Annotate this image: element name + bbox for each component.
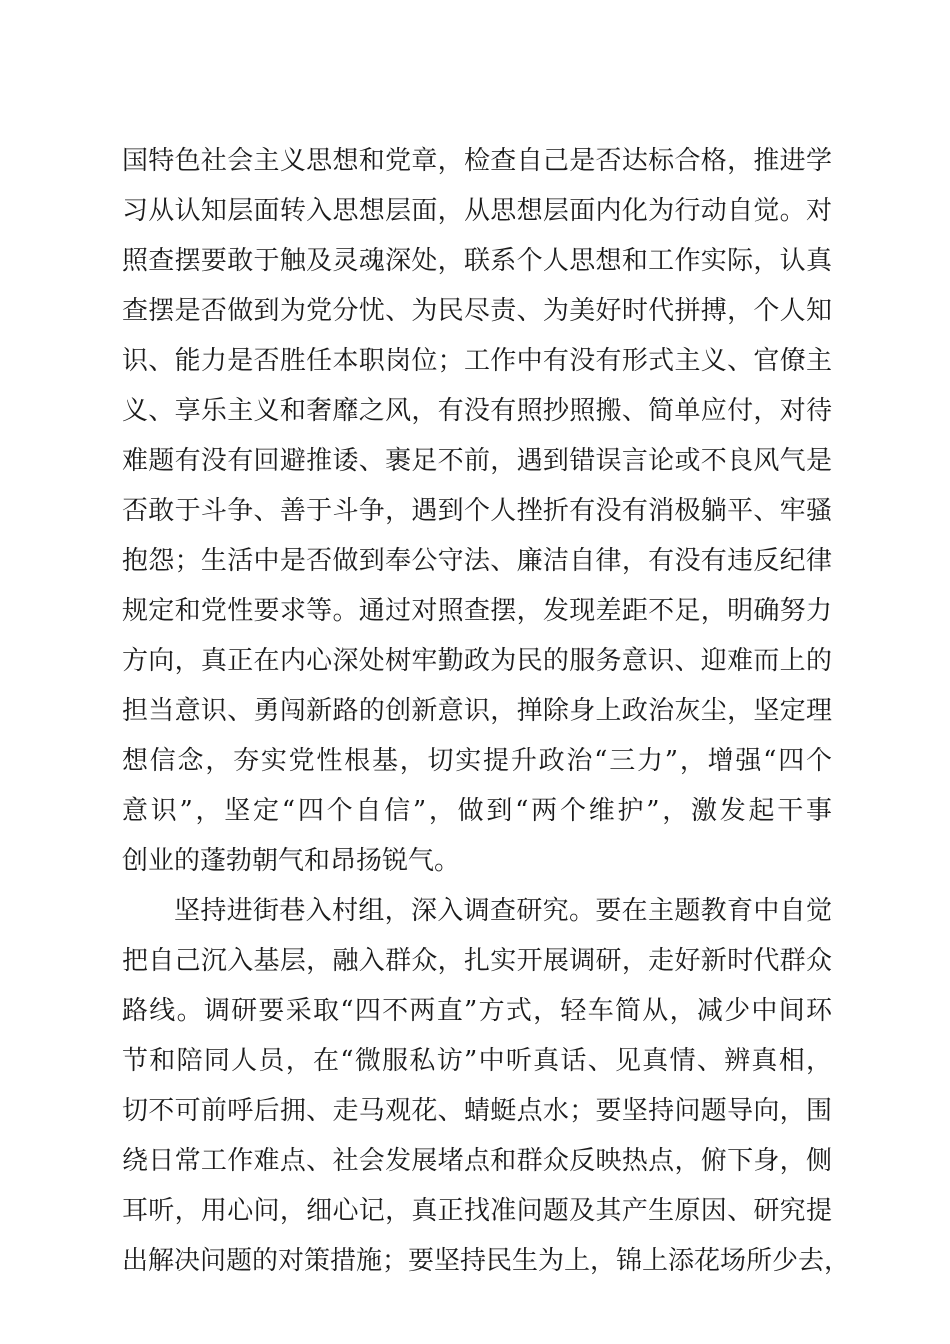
paragraph-1 [122,136,832,886]
text-line: 绕日常工作难点、社会发展堵点和群众反映热点，俯下身，侧 [122,1146,832,1176]
text-line: 想信念，夯实党性根基，切实提升政治“三力”，增强“四个 [122,746,832,776]
text-line: 否敢于斗争、善于斗争，遇到个人挫折有没有消极躺平、牢骚 [122,496,832,526]
paragraph-2 [122,886,851,1286]
text-line: 担当意识、勇闯新路的创新意识，掸除身上政治灰尘，坚定理 [122,696,832,726]
text-line: 习从认知层面转入思想层面，从思想层面内化为行动自觉。对 [122,196,832,226]
text-line: 义、享乐主义和奢靡之风，有没有照抄照搬、简单应付，对待 [122,396,832,426]
text-line: 规定和党性要求等。通过对照查摆，发现差距不足，明确努力 [122,596,832,626]
text-line: 路线。调研要采取“四不两直”方式，轻车简从，减少中间环 [122,996,832,1026]
body-text [122,136,851,1286]
text-line: 把自己沉入基层，融入群众，扎实开展调研，走好新时代群众 [122,946,832,976]
text-line: 照查摆要敢于触及灵魂深处，联系个人思想和工作实际，认真 [122,246,832,276]
text-line: 方向，真正在内心深处树牢勤政为民的服务意识、迎难而上的 [122,646,832,676]
text-line: 坚持进街巷入村组，深入调查研究。要在主题教育中自觉 [174,896,832,926]
text-line: 查摆是否做到为党分忧、为民尽责、为美好时代拼搏，个人知 [122,296,832,326]
text-line: 切不可前呼后拥、走马观花、蜻蜓点水；要坚持问题导向，围 [122,1096,832,1126]
text-line: 出解决问题的对策措施；要坚持民生为上，锦上添花场所少去， [122,1246,851,1276]
text-line: 抱怨；生活中是否做到奉公守法、廉洁自律，有没有违反纪律 [122,546,832,576]
text-line: 意识”，坚定“四个自信”，做到“两个维护”，激发起干事 [122,796,832,826]
text-line: 国特色社会主义思想和党章，检查自己是否达标合格，推进学 [122,146,832,176]
text-line: 创业的蓬勃朝气和昂扬锐气。 [122,846,461,876]
text-line: 节和陪同人员，在“微服私访”中听真话、见真情、辨真相， [122,1046,832,1076]
text-line: 耳听，用心问，细心记，真正找准问题及其产生原因、研究提 [122,1196,832,1226]
text-line: 难题有没有回避推诿、裹足不前，遇到错误言论或不良风气是 [122,446,832,476]
text-line: 识、能力是否胜任本职岗位；工作中有没有形式主义、官僚主 [122,346,832,376]
